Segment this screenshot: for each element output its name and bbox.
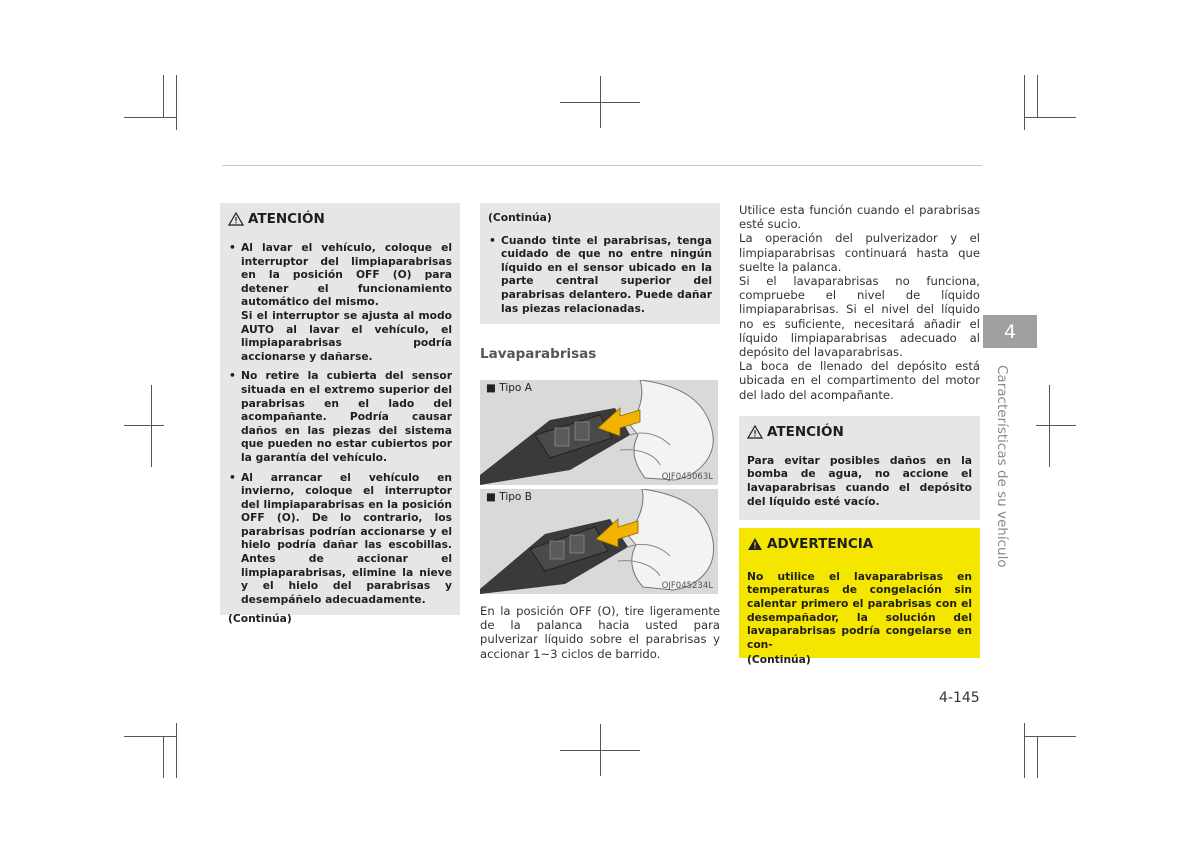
crop-mark xyxy=(1037,736,1038,778)
crop-mark xyxy=(124,736,176,737)
crop-mark xyxy=(124,425,164,426)
continued-head: (Continúa) xyxy=(488,211,552,224)
warning-text: No utilice el lavaparabrisas en temperaturas de congelación sin calentar primero el parabrisas con el desempañador, la solución del lavaparabrisas podría congelarse en con- xyxy=(747,569,972,651)
body-paragraph: Utilice esta función cuando el parabrisas esté sucio. xyxy=(739,203,980,232)
chapter-tab: 4 xyxy=(983,315,1037,348)
list-item-text: Al arrancar el vehículo en invierno, coloque el interruptor del limpiaparabrisas en la posición OFF (O). De lo contrario, los parabrisas podrían accionarse y el hielo podría dañar las escobillas. Antes de accionar el limpiaparabrisas, elimine la nieve y el hielo del parabrisas y desempáñelo adecuadamente. xyxy=(241,470,452,606)
warning-box xyxy=(739,528,980,667)
figure-code: OJF045063L xyxy=(661,472,713,482)
column-1 xyxy=(220,203,460,626)
caution-continued-box xyxy=(480,203,720,324)
warning-title-text: ADVERTENCIA xyxy=(767,535,874,552)
continued-label: (Continúa) xyxy=(747,653,811,667)
warning-triangle-icon xyxy=(747,537,763,551)
caution-title-text: ATENCIÓN xyxy=(767,423,844,440)
caution-title-text: ATENCIÓN xyxy=(248,211,325,227)
wiper-stalk-illustration xyxy=(480,380,718,485)
body-paragraph: La boca de llenado del depósito está ubicada en el compartimento del motor del lado del acompañante. xyxy=(739,359,980,402)
caution-box xyxy=(739,416,980,520)
crop-mark xyxy=(176,75,177,130)
caution-box xyxy=(220,203,460,626)
list-item xyxy=(228,369,452,464)
caution-list xyxy=(488,234,712,316)
crop-mark xyxy=(163,736,164,778)
column-3 xyxy=(739,203,980,667)
crop-mark xyxy=(1024,723,1025,778)
figure-type-b xyxy=(480,489,718,594)
caution-list xyxy=(228,241,452,606)
warning-title xyxy=(747,536,972,552)
crop-mark xyxy=(1024,736,1076,737)
wiper-stalk-illustration xyxy=(480,489,718,594)
warning-triangle-icon xyxy=(228,212,244,226)
crop-mark xyxy=(1024,75,1025,130)
crop-mark xyxy=(151,385,152,467)
figure-label: ■ Tipo B xyxy=(486,491,532,503)
crop-mark xyxy=(1024,117,1076,118)
chapter-title: Características de su vehículo xyxy=(994,365,1010,568)
crop-mark xyxy=(163,75,164,117)
warning-triangle-icon xyxy=(747,425,763,439)
section-heading: Lavaparabrisas xyxy=(480,346,597,362)
figure-label: ■ Tipo A xyxy=(486,382,532,394)
crop-mark xyxy=(1036,425,1076,426)
crop-mark xyxy=(176,723,177,778)
list-item-text: No retire la cubierta del sensor situada en el extremo superior del parabrisas en el lado del acompañante. Podría causar daños en las piezas del sistema que pueden no estar cubiertos por la garantía del vehículo. xyxy=(241,369,452,464)
page-number: 4-145 xyxy=(939,690,980,706)
list-item-text: Al lavar el vehículo, coloque el interruptor del limpiaparabrisas en la posición OFF (O) para detener el funcionamiento automático del mismo. xyxy=(241,241,452,309)
list-item xyxy=(228,241,452,363)
list-item xyxy=(228,471,452,607)
caution-title xyxy=(228,211,452,227)
crop-mark xyxy=(600,76,601,128)
column-2 xyxy=(480,203,720,661)
caution-title xyxy=(747,424,972,440)
body-paragraph: En la posición OFF (O), tire ligeramente de la palanca hacia usted para pulverizar líquido sobre el parabrisas y accionar 1~3 ciclos de barrido. xyxy=(480,604,720,661)
header-rule xyxy=(222,165,982,166)
crop-mark xyxy=(1037,75,1038,117)
body-paragraph: La operación del pulverizador y el limpiaparabrisas continuará hasta que suelte la palanca. xyxy=(739,231,980,274)
figure-type-a xyxy=(480,380,718,485)
list-item-text: Cuando tinte el parabrisas, tenga cuidado de que no entre ningún líquido en el sensor ubicado en la parte central superior del parabrisas delantero. Puede dañar las piezas relacionadas. xyxy=(501,233,712,315)
body-paragraph: Si el lavaparabrisas no funciona, compruebe el nivel de líquido limpiaparabrisas. Si el nivel del líquido no es suficiente, necesitará añadir el líquido limpiaparabrisas adecuado al depósito del lavaparabrisas. xyxy=(739,274,980,360)
crop-mark xyxy=(600,724,601,776)
figure-code: OJF045234L xyxy=(661,581,713,591)
list-item xyxy=(488,234,712,316)
crop-mark xyxy=(124,117,176,118)
list-item-subtext: Si el interruptor se ajusta al modo AUTO al lavar el vehículo, el limpiaparabrisas podría accionarse y dañarse. xyxy=(241,308,452,363)
crop-mark xyxy=(1049,385,1050,467)
continued-label: (Continúa) xyxy=(228,612,292,626)
caution-text: Para evitar posibles daños en la bomba de agua, no accione el lavaparabrisas cuando el depósito del líquido esté vacío. xyxy=(747,453,972,508)
